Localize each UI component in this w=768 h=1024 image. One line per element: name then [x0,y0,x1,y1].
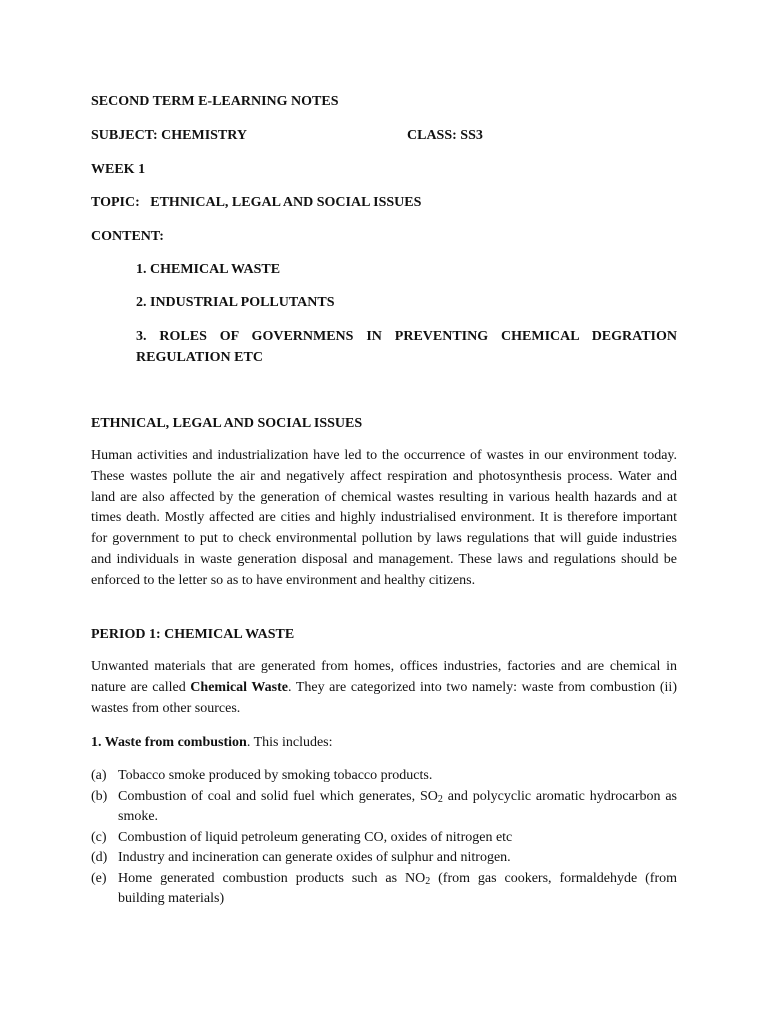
list-item [91,828,677,849]
content-item-3: 3. ROLES OF GOVERNMENS IN PREVENTING CHEMICAL DEGRATION REGULATION ETC [136,329,677,365]
period-paragraph-start: Unwanted materials that are generated from homes, offices industries, factories and are chemical in nature are called [91,659,677,695]
list-marker: (b) [91,788,108,804]
subject-label: SUBJECT: CHEMISTRY [91,128,247,143]
combustion-subheading [91,734,333,751]
list-item [91,848,677,869]
week-label: WEEK 1 [91,162,146,177]
combustion-subheading-bold: 1. Waste from combustion [91,735,247,750]
chemical-waste-term: Chemical Waste [190,679,288,695]
list-item [91,869,677,910]
combustion-list [91,766,677,910]
section-heading: ETHNICAL, LEGAL AND SOCIAL ISSUES [91,416,363,431]
list-item-text-end: and polycyclic aromatic hydrocarbon as smoke. [118,788,677,824]
content-item-1: 1. CHEMICAL WASTE [136,262,281,277]
list-marker: (d) [91,850,108,865]
combustion-subheading-rest: . This includes: [246,735,333,750]
list-item [91,787,677,828]
content-item-2: 2. INDUSTRIAL POLLUTANTS [136,295,335,310]
class-label: CLASS: SS3 [407,128,483,143]
period-paragraph [91,657,677,719]
list-marker: (c) [91,829,107,845]
period-paragraph-end: . They are categorized into two namely: waste from combustion (ii) wastes from other sources. [91,679,677,716]
subscript: 2 [437,793,443,805]
list-item-text: Tobacco smoke produced by smoking tobacco products. [118,768,433,783]
list-marker: (a) [91,768,107,783]
content-label: CONTENT: [91,229,164,244]
list-item-text-end: (from gas cookers, formaldehyde (from building materials) [118,870,677,906]
list-item-text-start: Home generated combustion products such as NO [118,870,426,886]
list-item-text: Combustion of liquid petroleum generating CO, oxides of nitrogen etc [118,829,513,845]
intro-paragraph: Human activities and industrialization have led to the occurrence of wastes in our environment today. These wastes pollute the air and negatively affect respiration and photosynthesis process. Water and land are also affected by the generation of chemical wastes resulting in various health hazards and at times death. Mostly affected are cities and highly industrialised environment. It is therefore important for government to put to check environmental pollution by laws regulations that will guide industries and individuals in waste generation disposal and management. These laws and regulations should be enforced to the letter so as to have environment and healthy citizens. [91,448,677,588]
list-item-text-start: Combustion of coal and solid fuel which generates, SO [118,788,438,804]
subscript: 2 [425,875,431,887]
list-marker: (e) [91,870,107,886]
list-item [91,766,677,787]
list-item-text: Industry and incineration can generate oxides of sulphur and nitrogen. [118,850,511,865]
period-heading: PERIOD 1: CHEMICAL WASTE [91,627,295,642]
subject-line [91,127,677,144]
topic-label: TOPIC: ETHNICAL, LEGAL AND SOCIAL ISSUES [91,195,422,210]
document-title: SECOND TERM E-LEARNING NOTES [91,94,339,109]
